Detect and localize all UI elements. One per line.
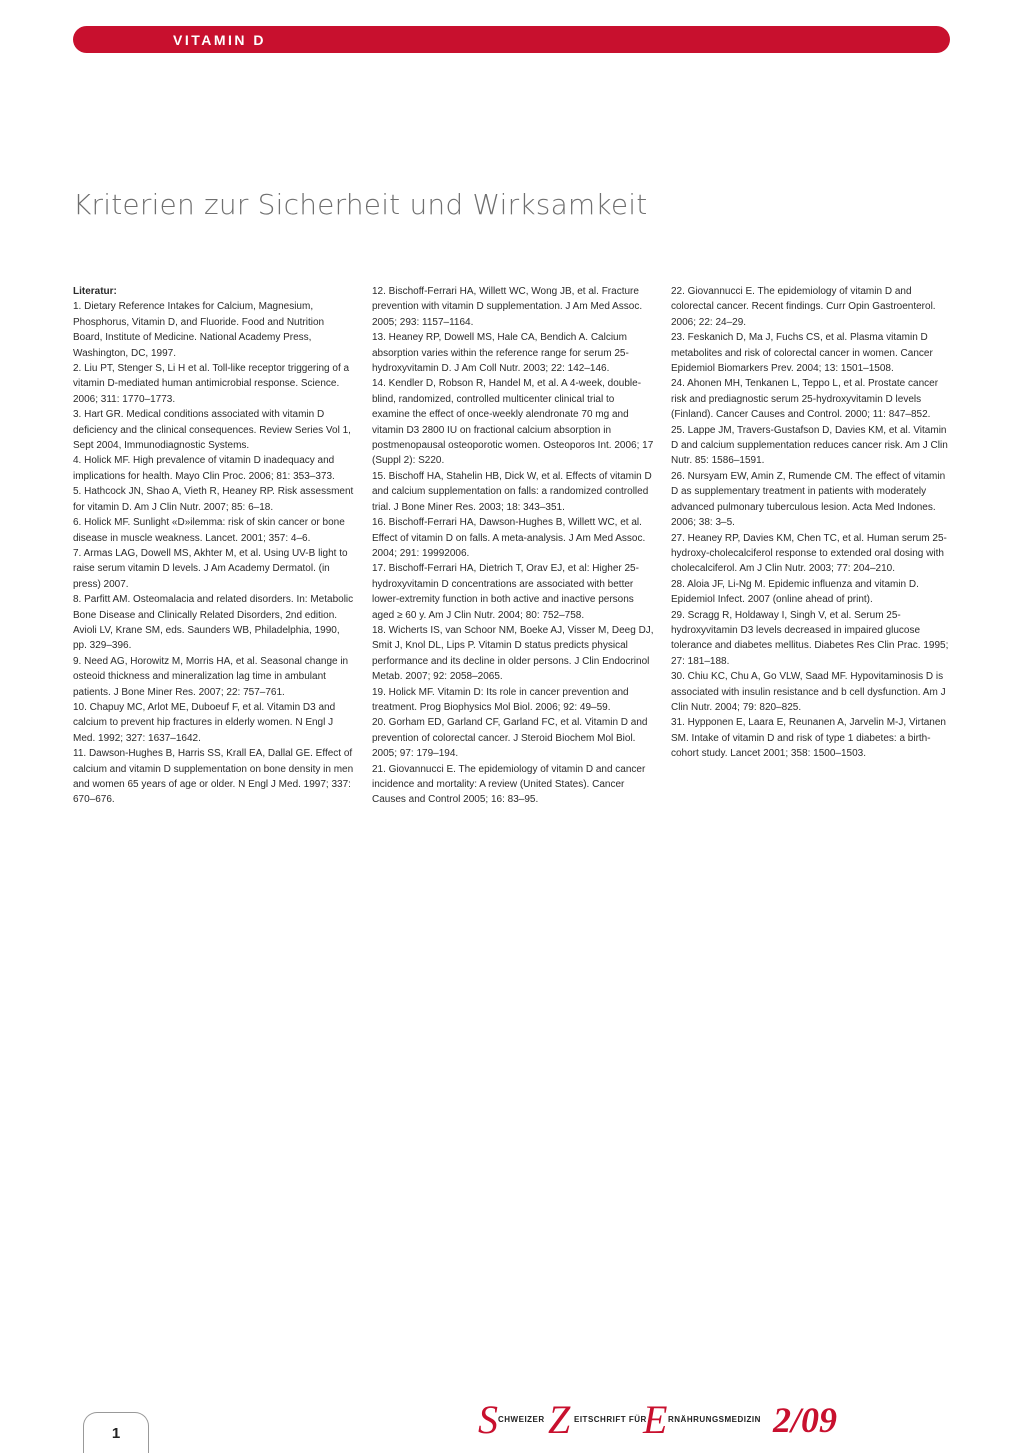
journal-letter-e: E <box>643 1397 668 1442</box>
reference-item: 30. Chiu KC, Chu A, Go VLW, Saad MF. Hypovitaminosis D is associated with insulin resistance and b cell dysfunction. Am J Clin Nutr. 2004; 79: 820–825. <box>671 671 946 713</box>
reference-item: 3. Hart GR. Medical conditions associated with vitamin D deficiency and the clinical consequences. Review Series Vol 1, Sept 2004, Immunodiagnostic Systems. <box>73 409 351 452</box>
journal-logo <box>478 1398 958 1442</box>
reference-item: 29. Scragg R, Holdaway I, Singh V, et al. Serum 25-hydroxyvitamin D3 levels decreased in impaired glucose tolerance and diabetes mellitus. Diabetes Res Clin Prac. 1995; 27: 181–188. <box>671 609 949 667</box>
reference-item: 6. Holick MF. Sunlight «D»ilemma: risk of skin cancer or bone disease in muscle weakness. Lancet. 2001; 357: 4–6. <box>73 517 345 544</box>
page-number: 1 <box>111 1425 121 1442</box>
reference-item: 20. Gorham ED, Garland CF, Garland FC, et al. Vitamin D and prevention of colorectal cancer. J Steroid Biochem Mol Biol. 2005; 97: 179–194. <box>372 717 648 760</box>
reference-item: 7. Armas LAG, Dowell MS, Akhter M, et al. Using UV-B light to raise serum vitamin D levels. J Am Academy Dermatol. (in press) 2007. <box>73 547 348 590</box>
journal-issue: 2/09 <box>773 1400 838 1440</box>
reference-item: 27. Heaney RP, Davies KM, Chen TC, et al. Human serum 25-hydroxy-cholecalciferol response to extended oral dosing with cholecalciferol. Am J Clin Nutr. 2003; 77: 204–210. <box>671 532 947 575</box>
journal-letter-z: Z <box>548 1397 571 1442</box>
reference-item: 10. Chapuy MC, Arlot ME, Duboeuf F, et al. Vitamin D3 and calcium to prevent hip fractures in elderly women. N Engl J Med. 1992; 327: 1637–1642. <box>73 701 336 744</box>
references-column-2 <box>372 284 654 808</box>
reference-item: 21. Giovannucci E. The epidemiology of vitamin D and cancer incidence and mortality: A review (United States). Cancer Causes and Control 2005; 16: 83–95. <box>372 763 646 806</box>
page-title: Kriterien zur Sicherheit und Wirksamkeit <box>73 188 648 221</box>
reference-item: 26. Nursyam EW, Amin Z, Rumende CM. The effect of vitamin D as supplementary treatment in patients with moderately advanced pulmonary tuberculous lesion. Acta Med Indones. 2006; 38: 3–5. <box>671 470 946 529</box>
journal-word-ernaehrungsmedizin: RNÄHRUNGSMEDIZIN <box>668 1415 761 1424</box>
reference-item: 11. Dawson-Hughes B, Harris SS, Krall EA, Dallal GE. Effect of calcium and vitamin D supplementation on bone density in men and women 65 years of age or older. N Engl J Med. 1997; 337: 670–676. <box>73 748 354 806</box>
page-number-tab <box>83 1412 149 1453</box>
reference-item: 5. Hathcock JN, Shao A, Vieth R, Heaney RP. Risk assessment for vitamin D. Am J Clin Nutr. 2007; 85: 6–18. <box>73 486 354 513</box>
reference-item: 12. Bischoff-Ferrari HA, Willett WC, Wong JB, et al. Fracture prevention with vitamin D supplementation. J Am Med Assoc. 2005; 293: 1157–1164. <box>372 286 643 328</box>
references-column-3 <box>671 284 953 762</box>
reference-item: 1. Dietary Reference Intakes for Calcium, Magnesium, Phosphorus, Vitamin D, and Fluoride. Food and Nutrition Board, Institute of Medicine. National Academy Press, Washington, DC, 1997. <box>73 301 325 359</box>
reference-list <box>73 299 355 807</box>
reference-item: 16. Bischoff-Ferrari HA, Dawson-Hughes B, Willett WC, et al. Effect of vitamin D on falls. A meta-analysis. J Am Med Assoc. 2004; 291: 19992006. <box>372 517 646 559</box>
journal-word-schweizer: CHWEIZER <box>498 1415 545 1424</box>
reference-item: 22. Giovannucci E. The epidemiology of vitamin D and colorectal cancer. Recent findings. Curr Opin Gastroenterol. 2006; 22: 24–29. <box>671 286 936 328</box>
section-header-bar <box>73 26 950 53</box>
reference-item: 24. Ahonen MH, Tenkanen L, Teppo L, et al. Prostate cancer risk and prediagnostic serum 25-hydroxyvitamin D levels (Finland). Cancer Causes and Control. 2000; 11: 847–852. <box>671 378 939 421</box>
reference-item: 2. Liu PT, Stenger S, Li H et al. Toll-like receptor triggering of a vitamin D-mediated human antimicrobial response. Science. 2006; 311: 1770–1773. <box>73 363 350 405</box>
reference-item: 15. Bischoff HA, Stahelin HB, Dick W, et al. Effects of vitamin D and calcium supplementation on falls: a randomized controlled trial. J Bone Miner Res. 2003; 18: 343–351. <box>372 470 652 513</box>
reference-item: 8. Parfitt AM. Osteomalacia and related disorders. In: Metabolic Bone Disease and Clinically Related Disorders, 2nd edition. Avioli LV, Krane SM, eds. Saunders WB, Philadelphia, 1990, pp. 329–396. <box>73 594 354 652</box>
reference-item: 19. Holick MF. Vitamin D: Its role in cancer prevention and treatment. Prog Biophysics Mol Biol. 2006; 92: 49–59. <box>372 686 629 713</box>
journal-word-zeitschrift: EITSCHRIFT FÜR <box>574 1415 647 1424</box>
reference-list <box>671 284 953 762</box>
reference-item: 4. Holick MF. High prevalence of vitamin D inadequacy and implications for health. Mayo Clin Proc. 2006; 81: 353–373. <box>73 455 335 482</box>
reference-item: 18. Wicherts IS, van Schoor NM, Boeke AJ, Visser M, Deeg DJ, Smit J, Knol DL, Lips P. Vitamin D status predicts physical performance and its decline in older persons. J Clin Endocrinol Metab. 2007; 92: 2058–2065. <box>372 624 654 683</box>
reference-item: 23. Feskanich D, Ma J, Fuchs CS, et al. Plasma vitamin D metabolites and risk of colorectal cancer in women. Cancer Epidemiol Biomarkers Prev. 2004; 13: 1501–1508. <box>671 332 933 375</box>
reference-item: 17. Bischoff-Ferrari HA, Dietrich T, Orav EJ, et al: Higher 25-hydroxyvitamin D concentrations are associated with better lower-extremity function in both active and inactive persons aged ≥ 60 y. Am J Clin Nutr. 2004; 80: 752–758. <box>372 563 639 621</box>
journal-letter-s: S <box>478 1397 498 1442</box>
reference-item: 13. Heaney RP, Dowell MS, Hale CA, Bendich A. Calcium absorption varies within the reference range for serum 25-hydroxyvitamin D. J Am Coll Nutr. 2003; 22: 142–146. <box>372 332 629 375</box>
references-column-1 <box>73 284 355 808</box>
reference-item: 31. Hypponen E, Laara E, Reunanen A, Jarvelin M-J, Virtanen SM. Intake of vitamin D and risk of type 1 diabetes: a birth-cohort study. Lancet 2001; 358: 1500–1503. <box>671 717 946 760</box>
reference-list <box>372 284 654 808</box>
reference-item: 9. Need AG, Horowitz M, Morris HA, et al. Seasonal change in osteoid thickness and mineralization lag time in ambulant patients. J Bone Miner Res. 2007; 22: 757–761. <box>73 655 349 698</box>
reference-item: 28. Aloia JF, Li-Ng M. Epidemic influenza and vitamin D. Epidemiol Infect. 2007 (online ahead of print). <box>671 578 919 606</box>
reference-item: 25. Lappe JM, Travers-Gustafson D, Davies KM, et al. Vitamin D and calcium supplementation reduces cancer risk. Am J Clin Nutr. 85: 1586–1591. <box>671 424 948 467</box>
section-label: VITAMIN D <box>173 32 267 48</box>
reference-item: 14. Kendler D, Robson R, Handel M, et al. A 4-week, double-blind, randomized, controlled multicenter clinical trial to examine the effect of once-weekly alendronate 70 mg and vitamin D3 2800 IU on fractional calcium absorption in postmenopausal osteoporotic women. Osteoporos Int. 2006; 17 (Suppl 2): S220. <box>372 378 654 467</box>
literature-heading: Literatur: <box>73 286 117 297</box>
